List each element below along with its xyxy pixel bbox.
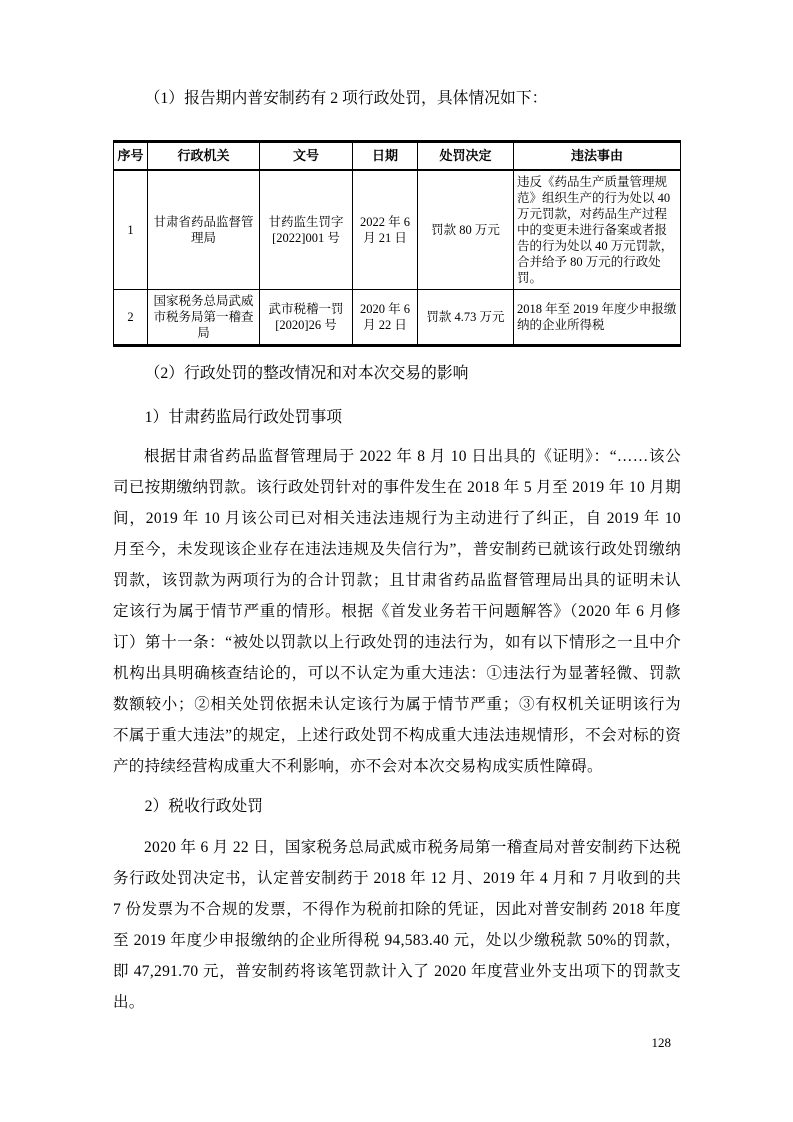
- cell-decision: 罚款 80 万元: [418, 170, 514, 290]
- col-header-decision: 处罚决定: [418, 142, 514, 171]
- cell-decision: 罚款 4.73 万元: [418, 290, 514, 346]
- cell-violation: 违反《药品生产质量管理规范》组织生产的行为处以 40 万元罚款，对药品生产过程中的变更未进行备案或者报告的行为处以 40 万元罚款，合并给予 80 万元的行政处罚。: [514, 170, 681, 290]
- col-header-date: 日期: [353, 142, 418, 171]
- col-header-doc-number: 文号: [260, 142, 353, 171]
- cell-date: 2020 年 6 月 22 日: [353, 290, 418, 346]
- col-header-violation: 违法事由: [514, 142, 681, 171]
- page-number: 128: [651, 1035, 671, 1050]
- cell-violation: 2018 年至 2019 年度少申报缴纳的企业所得税: [514, 290, 681, 346]
- paragraph-tax-penalty: 2020 年 6 月 22 日，国家税务总局武威市税务局第一稽查局对普安制药下达税务行政处罚决定书，认定普安制药于 2018 年 12 月、2019 年 4 月和 7 月收到的共 7 份发票为不合规的发票，不得作为税前扣除的凭证，因此对普安制药 2018 年度至 2019 年度少申报缴纳的企业所得税 94,583.40 元，处以少缴税款 50%的罚款，即 47,291.70 元，普安制药将该笔罚款计入了 2020 年度营业外支出项下的罚款支出。: [113, 839, 681, 1011]
- cell-index: 2: [114, 290, 148, 346]
- cell-doc-number: 武市税稽一罚[2020]26 号: [260, 290, 353, 346]
- cell-agency: 甘肃省药品监督管理局: [148, 170, 260, 290]
- cell-agency: 国家税务总局武威市税务局第一稽查局: [148, 290, 260, 346]
- heading-rectification: （2）行政处罚的整改情况和对本次交易的影响: [144, 365, 469, 382]
- paragraph-gansu-penalty: 根据甘肃省药品监督管理局于 2022 年 8 月 10 日出具的《证明》：“……该公司已按期缴纳罚款。该行政处罚针对的事件发生在 2018 年 5 月至 2019 年 10 月期间，2019 年 10 月该公司已对相关违法违规行为主动进行了纠正，自 2019 年 10 月至今，未发现该企业存在违法违规及失信行为”，普安制药已就该行政处罚缴纳罚款，该罚款为两项行为的合计罚款；且甘肃省药品监督管理局出具的证明未认定该行为属于情节严重的情形。根据《首发业务若干问题解答》（2020 年 6 月修订）第十一条：“被处以罚款以上行政处罚的违法行为，如有以下情形之一且中介机构出具明确核查结论的，可以不认定为重大违法：①违法行为显著轻微、罚款数额较小；②相关处罚依据未认定该行为属于情节严重；③有权机关证明该行为不属于重大违法”的规定，上述行政处罚不构成重大违法违规情形，不会对标的资产的持续经营构成重大不利影响，亦不会对本次交易构成实质性障碍。: [113, 448, 681, 775]
- table-row: [114, 290, 681, 346]
- table-header-row: [114, 142, 681, 171]
- cell-doc-number: 甘药监生罚字[2022]001 号: [260, 170, 353, 290]
- col-header-agency: 行政机关: [148, 142, 260, 171]
- heading-tax-penalty: 2）税收行政处罚: [144, 798, 264, 815]
- heading-gansu-penalty-item: 1）甘肃药监局行政处罚事项: [144, 409, 343, 426]
- penalty-table: [113, 140, 681, 347]
- col-header-index: 序号: [114, 142, 148, 171]
- cell-date: 2022 年 6 月 21 日: [353, 170, 418, 290]
- cell-index: 1: [114, 170, 148, 290]
- heading-admin-penalties: （1）报告期内普安制药有 2 项行政处罚，具体情况如下：: [144, 90, 548, 107]
- table-row: [114, 170, 681, 290]
